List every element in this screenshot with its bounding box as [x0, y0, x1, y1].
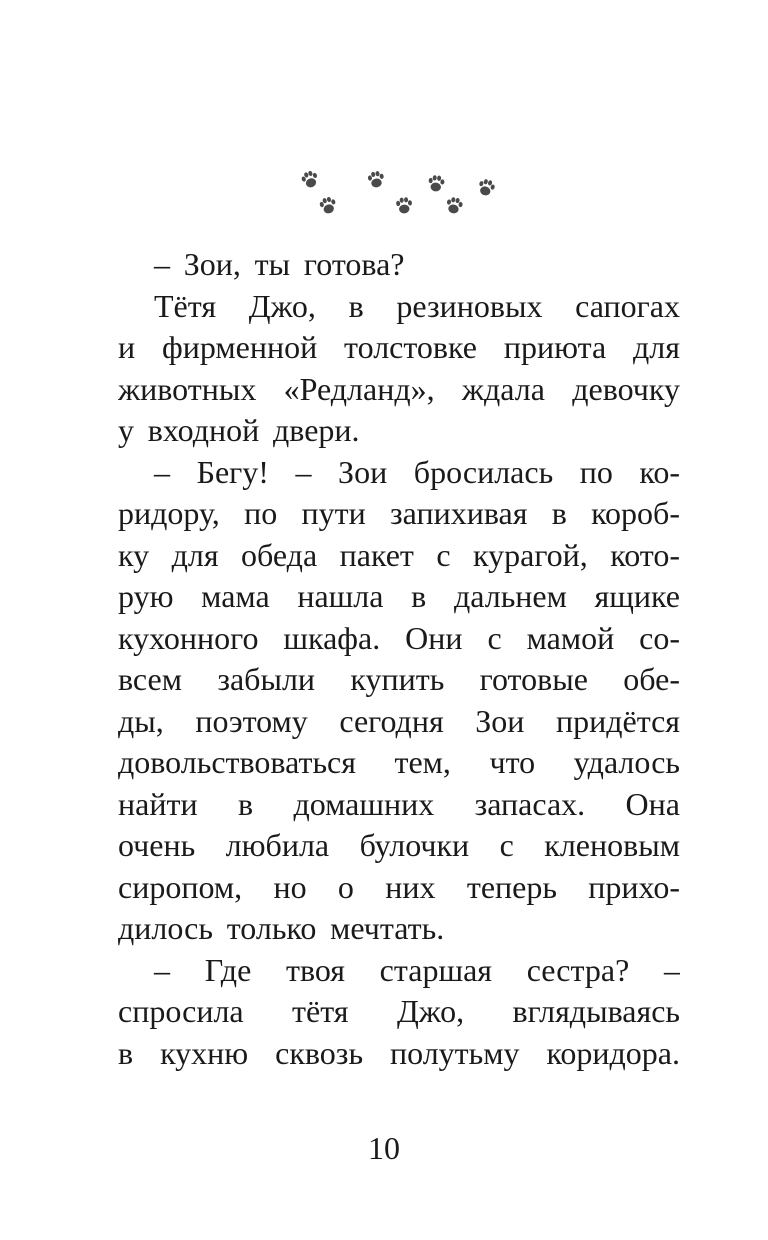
paw-prints-icon [290, 162, 510, 232]
text-line: спросила тётя Джо, вглядываясь [118, 993, 680, 1029]
text-line: и фирменной толстовке приюта для [118, 329, 680, 365]
text-line: – Где твоя старшая сестра? – [154, 951, 680, 988]
text-line: очень любила булочки с кленовым [118, 827, 680, 863]
body-text [118, 244, 680, 1074]
text-line: ды, поэтому сегодня Зои придётся [118, 702, 680, 739]
text-line: дилось только мечтать. [118, 910, 445, 946]
text-line: Тётя Джо, в резиновых сапогах [154, 287, 680, 324]
paw-print-7 [477, 178, 496, 198]
text-line: кухонного шкафа. Они с мамой со- [118, 619, 680, 656]
page-number: 10 [368, 1130, 400, 1166]
text-line: – Бегу! – Зои бросилась по ко- [154, 453, 680, 490]
text-line: животных «Редланд», ждала девочку [118, 370, 680, 407]
text-line: у входной двери. [118, 412, 360, 448]
paw-print-5 [428, 175, 445, 192]
text-line: в кухню сквозь полутьму коридора. [118, 1034, 680, 1071]
text-line: всем забыли купить готовые обе- [118, 661, 680, 697]
text-line: рую мама нашла в дальнем ящике [118, 578, 680, 614]
text-line: довольствоваться тем, что удалось [118, 744, 680, 780]
paw-print-3 [367, 170, 385, 189]
paw-print-1 [300, 169, 320, 189]
text-line: сиропом, но о них теперь прихо- [118, 868, 680, 905]
text-line: ку для обеда пакет с курагой, кото- [118, 536, 680, 573]
paw-prints-ornament [290, 162, 510, 232]
text-line: – Зои, ты готова? [154, 246, 405, 282]
paw-print-2 [318, 196, 337, 216]
paw-print-4 [396, 197, 413, 214]
text-line: ридору, по пути запихивая в короб- [118, 495, 680, 531]
text-line: найти в домашних запасах. Она [118, 785, 680, 822]
paw-print-6 [445, 196, 463, 215]
